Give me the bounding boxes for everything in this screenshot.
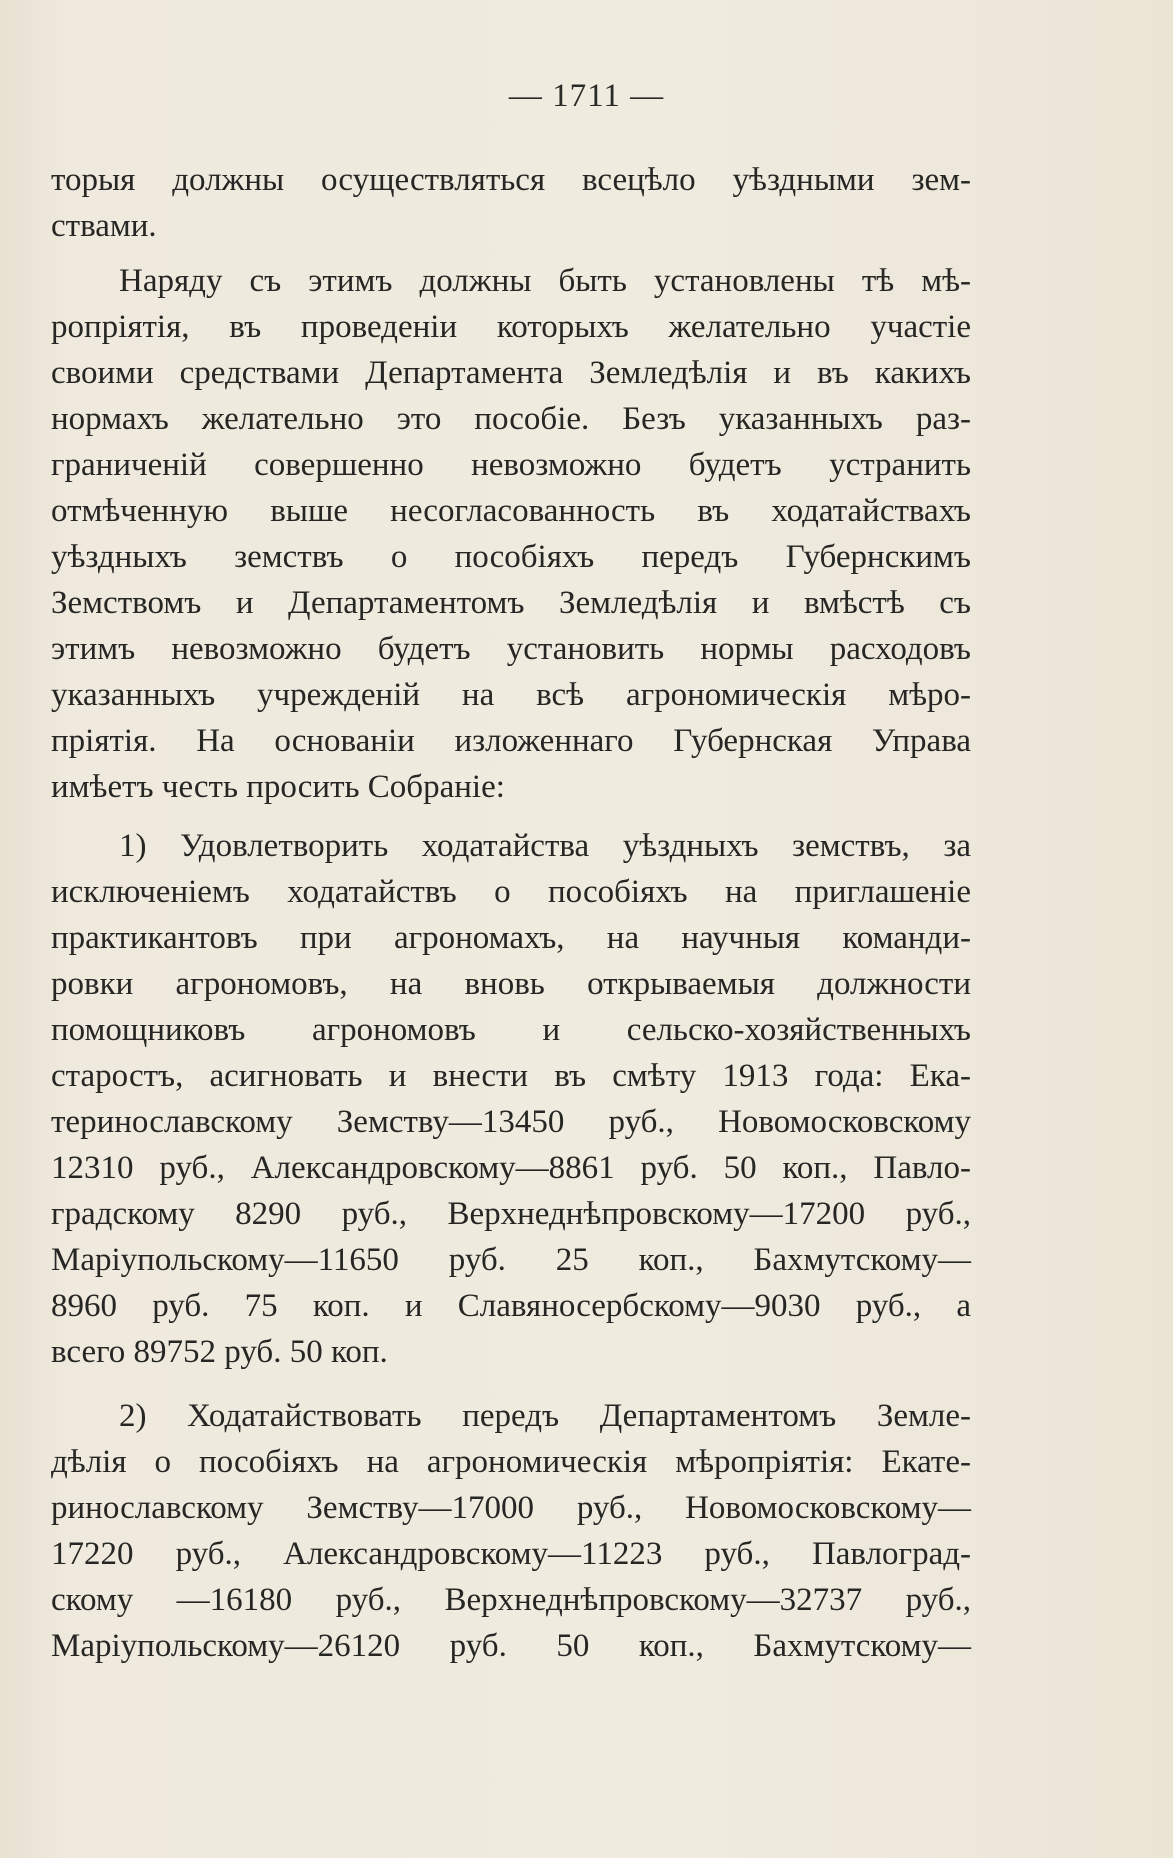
text-line: скому —16180 руб., Верхнеднѣпровскому—32737 руб., — [51, 1582, 971, 1618]
text-line: Маріупольскому—26120 руб. 50 коп., Бахмутскому— — [51, 1628, 971, 1664]
text-line: практикантовъ при агрономахъ, на научныя команди- — [51, 920, 971, 956]
text-line: Наряду съ этимъ должны быть установлены тѣ мѣ- — [119, 263, 971, 299]
text-line: уѣздныхъ земствъ о пособіяхъ передъ Губернскимъ — [51, 539, 971, 575]
list-item-2 — [51, 1393, 971, 1669]
text-line: торыя должны осуществляться всецѣло уѣздными зем- — [51, 162, 971, 198]
text-line: указанныхъ учрежденій на всѣ агрономическія мѣро- — [51, 677, 971, 713]
text-line: ровки агрономовъ, на вновь открываемыя должности — [51, 966, 971, 1002]
text-line: 1) Удовлетворить ходатайства уѣздныхъ земствъ, за — [119, 828, 971, 864]
paragraph-main — [51, 258, 971, 810]
text-line: ствами. — [51, 208, 157, 244]
text-line: ринославскому Земству—17000 руб., Новомосковскому— — [51, 1490, 971, 1526]
text-line: этимъ невозможно будетъ установить нормы расходовъ — [51, 631, 971, 667]
text-line: помощниковъ агрономовъ и сельско-хозяйственныхъ — [51, 1012, 971, 1048]
text-line: старостъ, асигновать и внести въ смѣту 1913 года: Ека- — [51, 1058, 971, 1094]
paragraph-continuation — [51, 157, 971, 249]
text-line: дѣлія о пособіяхъ на агрономическія мѣропріятія: Екате- — [51, 1444, 971, 1480]
text-line: имѣетъ честь просить Собраніе: — [51, 769, 505, 805]
text-line: исключеніемъ ходатайствъ о пособіяхъ на приглашеніе — [51, 874, 971, 910]
text-line: теринославскому Земству—13450 руб., Новомосковскому — [51, 1104, 971, 1140]
text-line: 17220 руб., Александровскому—11223 руб., Павлоград- — [51, 1536, 971, 1572]
text-line: отмѣченную выше несогласованность въ ходатайствахъ — [51, 493, 971, 529]
text-line: 2) Ходатайствовать передъ Департаментомъ Земле- — [119, 1398, 971, 1434]
text-line: граниченій совершенно невозможно будетъ устранить — [51, 447, 971, 483]
text-line: 12310 руб., Александровскому—8861 руб. 50 коп., Павло- — [51, 1150, 971, 1186]
page-number: — 1711 — — [508, 78, 665, 114]
text-line: 8960 руб. 75 коп. и Славяносербскому—9030 руб., а — [51, 1288, 971, 1324]
text-line: Маріупольскому—11650 руб. 25 коп., Бахмутскому— — [51, 1242, 971, 1278]
text-line: Земствомъ и Департаментомъ Земледѣлія и вмѣстѣ съ — [51, 585, 971, 621]
text-line: пріятія. На основаніи изложеннаго Губернская Управа — [51, 723, 971, 759]
text-line: нормахъ желательно это пособіе. Безъ указанныхъ раз- — [51, 401, 971, 437]
text-line: своими средствами Департамента Земледѣлія и въ какихъ — [51, 355, 971, 391]
text-line: всего 89752 руб. 50 коп. — [51, 1334, 388, 1370]
text-line: градскому 8290 руб., Верхнеднѣпровскому—17200 руб., — [51, 1196, 971, 1232]
list-item-1 — [51, 823, 971, 1375]
text-line: ропріятія, въ проведеніи которыхъ желательно участіе — [51, 309, 971, 345]
